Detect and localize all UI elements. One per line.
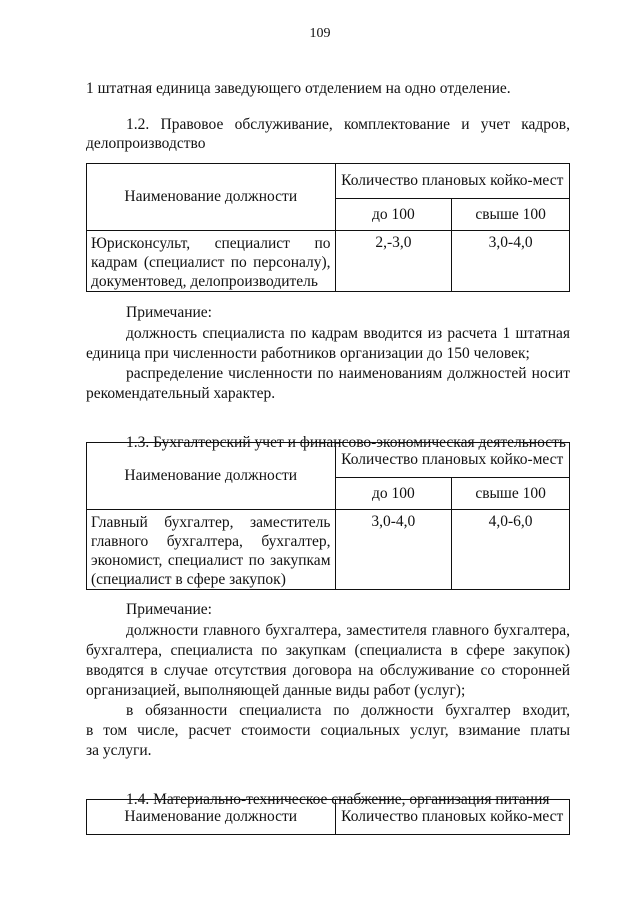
note-line: должность специалиста по кадрам вводится из расчета 1 штатная: [126, 325, 570, 342]
value-over-100: 4,0-6,0: [452, 510, 570, 590]
position-line: экономист, специалист по закупкам: [91, 552, 331, 569]
note-line: за услуги.: [86, 742, 152, 759]
section-1-2-heading-line1: 1.2. Правовое обслуживание, комплектование и учет кадров,: [126, 116, 570, 133]
subheader-over-100: свыше 100: [452, 478, 570, 510]
subheader-up-to-100: до 100: [335, 478, 452, 510]
value-up-to-100: 2,-3,0: [335, 231, 452, 292]
position-line: главного бухгалтера, бухгалтер,: [91, 533, 331, 550]
section-1-3-heading: 1.3. Бухгалтерский учет и финансово-экономическая деятельность: [126, 433, 566, 451]
value-over-100: 3,0-4,0: [452, 231, 570, 292]
subheader-over-100: свыше 100: [452, 199, 570, 231]
table-section-1-3: [86, 442, 570, 590]
section-1-4-heading: 1.4. Материально-техническое снабжение, организация питания: [126, 790, 550, 808]
col-header-beds: Количество плановых койко-мест: [335, 164, 569, 199]
position-cell: [87, 510, 336, 590]
position-line: Юрисконсульт, специалист по: [91, 235, 331, 252]
page-number: 109: [309, 26, 331, 41]
col-header-beds: Количество плановых койко-мест: [335, 443, 570, 478]
position-line: кадрам (специалист по персоналу),: [91, 254, 331, 271]
note-title: Примечание:: [126, 304, 212, 321]
section-1-2-heading-line2: делопроизводство: [86, 135, 206, 152]
table-section-1-2: [86, 163, 570, 292]
table-row: [87, 231, 570, 292]
position-line: документовед, делопроизводитель: [91, 273, 318, 290]
note-line: вводятся в случае отсутствия договора на обслуживание со сторонней: [86, 662, 570, 679]
col-header-position: Наименование должности: [87, 164, 336, 231]
intro-line: 1 штатная единица заведующего отделением на одно отделение.: [86, 80, 511, 97]
position-cell: [87, 231, 336, 292]
note-line: организацией, выполняющей данные виды работ (услуг);: [86, 682, 466, 699]
note-line: единица при численности работников организации до 150 человек;: [86, 345, 530, 362]
table-row: [87, 510, 570, 590]
note-line: в том числе, расчет стоимости социальных услуг, взимание платы: [86, 722, 570, 739]
note-line: распределение численности по наименованиям должностей носит: [126, 365, 570, 382]
position-line: (специалист в сфере закупок): [91, 571, 286, 588]
col-header-position: Наименование должности: [87, 800, 336, 835]
note-line: рекомендательный характер.: [86, 385, 276, 402]
position-line: Главный бухгалтер, заместитель: [91, 514, 331, 531]
note-title: Примечание:: [126, 601, 212, 618]
table-section-1-4: [86, 799, 570, 835]
col-header-beds: Количество плановых койко-мест: [335, 800, 570, 835]
subheader-up-to-100: до 100: [335, 199, 452, 231]
note-line: бухгалтера, специалиста по закупкам (специалиста в сфере закупок): [86, 642, 570, 659]
note-line: должности главного бухгалтера, заместителя главного бухгалтера,: [126, 622, 570, 639]
value-up-to-100: 3,0-4,0: [335, 510, 452, 590]
note-line: в обязанности специалиста по должности бухгалтер входит,: [126, 702, 570, 719]
col-header-position: Наименование должности: [87, 443, 336, 510]
